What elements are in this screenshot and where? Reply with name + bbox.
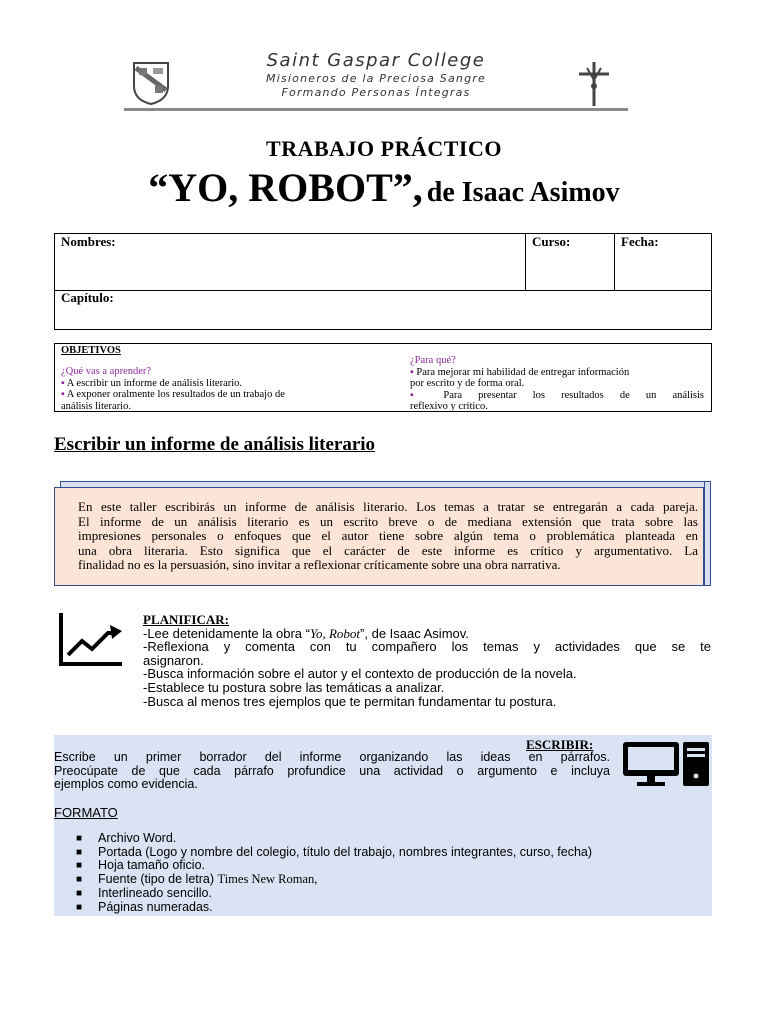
write-title: ESCRIBIR: — [526, 737, 594, 752]
purpose-item: ▪ Para mejorar mi habilidad de entregar información — [410, 366, 630, 378]
intro-line: impresiones personales o enfoques que el autor tiene sobre algún tema o problemática planteada en — [78, 528, 698, 543]
intro-box-bevel — [704, 481, 711, 586]
purpose-item-cont: reflexivo y crítico. — [410, 401, 488, 412]
format-item: ■ Páginas numeradas. — [76, 899, 213, 914]
learn-item: ▪ A escribir un informe de análisis literario. — [61, 377, 243, 389]
plan-item: -Busca información sobre el autor y el contexto de producción de la novela. — [143, 666, 577, 682]
write-line: ejemplos como evidencia. — [54, 777, 198, 792]
purpose-question: ¿Para qué? — [410, 355, 456, 366]
cross-emblem-icon — [575, 60, 613, 108]
curso-field[interactable]: Curso: — [532, 234, 571, 249]
college-motto: Formando Personas Íntegras — [281, 86, 471, 99]
desktop-computer-icon — [621, 740, 711, 788]
fecha-field[interactable]: Fecha: — [621, 234, 659, 249]
work-title-name: “YO, ROBOT”, — [148, 165, 423, 210]
intro-line: En este taller escribirás un informe de análisis literario. Los temas a tratar se entregarán a cada pareja. — [78, 499, 698, 514]
college-name: Saint Gaspar College — [266, 50, 486, 71]
nombres-field[interactable]: Nombres: — [61, 234, 116, 249]
purpose-column — [410, 355, 704, 413]
format-list — [76, 832, 706, 914]
objectives-box — [54, 343, 712, 412]
trend-chart-icon — [58, 611, 124, 667]
work-title-author: de Isaac Asimov — [426, 177, 620, 208]
document-type-title: TRABAJO PRÁCTICO — [266, 136, 502, 161]
intro-line: finalidad no es la persuasión, sino invitar a reflexionar críticamente sobre una obra narrativa. — [78, 557, 561, 572]
format-heading: FORMATO — [54, 805, 118, 820]
learn-column — [61, 366, 361, 412]
college-subtitle: Misioneros de la Preciosa Sangre — [266, 72, 486, 85]
plan-item: -Establece tu postura sobre las temáticas a analizar. — [143, 679, 445, 695]
purpose-item-cont: por escrito y de forma oral. — [410, 378, 525, 389]
write-line: Preocúpate de que cada párrafo profundice una actividad o argumento e incluya — [54, 763, 610, 778]
learn-question: ¿Qué vas a aprender? — [61, 366, 152, 377]
school-crest-icon — [131, 60, 171, 106]
plan-item: -Lee detenidamente la obra “Yo, Robot”, de Isaac Asimov. — [143, 625, 469, 641]
purpose-item: ▪ Para presentar los resultados de un análisis — [410, 389, 705, 401]
capitulo-field[interactable]: Capítulo: — [61, 290, 114, 305]
format-item: ■ Hoja tamaño oficio. — [76, 858, 206, 873]
plan-section — [143, 613, 711, 708]
work-title — [0, 164, 768, 211]
header-divider — [124, 108, 628, 111]
write-line: Escribe un primer borrador del informe organizando las ideas en párrafos. — [54, 750, 610, 764]
plan-title: PLANIFICAR: — [143, 612, 229, 627]
objectives-heading: OBJETIVOS — [61, 345, 121, 356]
learn-item-cont: análisis literario. — [61, 400, 131, 412]
format-item: ■ Fuente (tipo de letra) Times New Roman, — [76, 872, 318, 887]
format-item: ■ Portada (Logo y nombre del colegio, título del trabajo, nombres integrantes, curso, fecha) — [76, 844, 593, 859]
plan-item: -Reflexiona y comenta con tu compañero los temas y actividades que se te — [143, 639, 711, 655]
plan-item-cont: asignaron. — [143, 652, 204, 668]
intro-line: una obra literaria. Esto significa que el carácter de este informe es crítico y argumentativo. La — [78, 542, 698, 558]
format-item: ■ Interlineado sencillo. — [76, 885, 212, 900]
intro-paragraph — [78, 500, 698, 573]
plan-item: -Busca al menos tres ejemplos que te permitan fundamentar tu postura. — [143, 693, 557, 709]
section-heading: Escribir un informe de análisis literario — [54, 434, 376, 455]
learn-item: ▪ A exponer oralmente los resultados de un trabajo de — [61, 389, 285, 400]
write-instructions — [54, 751, 610, 792]
student-info-table — [54, 233, 712, 330]
format-item: ■ Archivo Word. — [76, 831, 177, 845]
intro-line: El informe de un análisis literario es un escrito breve o de mediana extensión que trata sobre las — [78, 513, 698, 529]
